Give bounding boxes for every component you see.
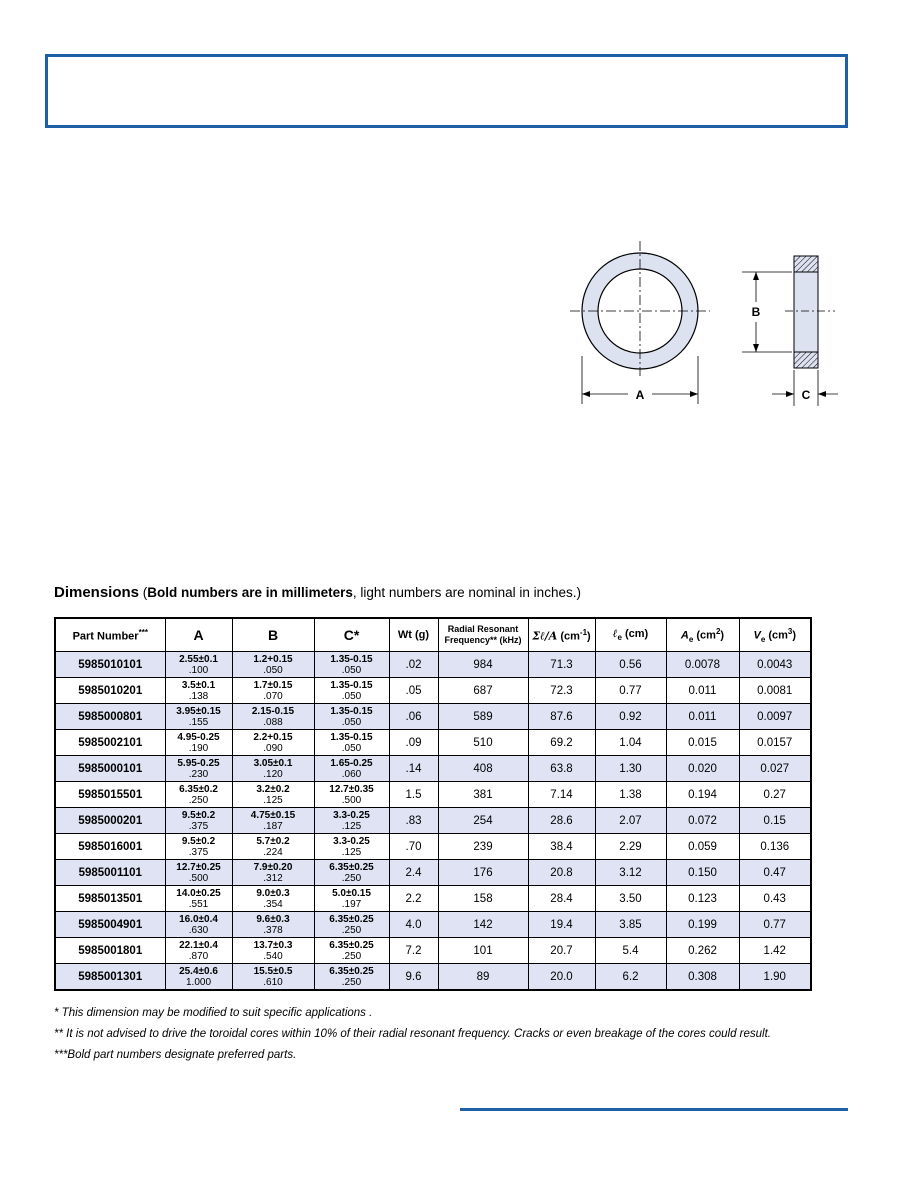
- a-cell: [165, 938, 232, 964]
- value-inches: .540: [263, 950, 283, 962]
- value-mm: 1.35-0.15: [330, 679, 373, 691]
- value-inches: .090: [263, 742, 283, 754]
- ae-cell: 0.262: [666, 938, 739, 964]
- sum-l-over-a-cell: 63.8: [528, 756, 595, 782]
- c-cell: [314, 964, 389, 991]
- value-inches: .375: [188, 820, 209, 832]
- footer-rule: [460, 1108, 848, 1111]
- value-inches: .250: [341, 976, 362, 988]
- value-mm: 14.0±0.25: [176, 887, 221, 899]
- value-mm: 6.35±0.25: [329, 913, 374, 925]
- weight-cell: 9.6: [389, 964, 438, 991]
- toroid-side-section-top: [794, 256, 818, 272]
- part-number-cell: 5985000201: [55, 808, 165, 834]
- ae-cell: 0.059: [666, 834, 739, 860]
- value-mm: 4.95-0.25: [177, 731, 220, 743]
- dimensions-heading: Dimensions (Bold numbers are in millimeters, light numbers are nominal in inches.): [54, 584, 581, 601]
- c-cell: [314, 730, 389, 756]
- value-inches: .250: [341, 950, 362, 962]
- ve-cell: 0.47: [739, 860, 811, 886]
- sum-l-over-a-cell: 20.8: [528, 860, 595, 886]
- b-cell: [232, 730, 314, 756]
- value-mm: 7.9±0.20: [253, 861, 293, 873]
- value-mm: 5.95-0.25: [177, 757, 220, 769]
- value-mm: 12.7±0.35: [329, 783, 374, 795]
- ve-cell: 0.15: [739, 808, 811, 834]
- part-number-cell: 5985000101: [55, 756, 165, 782]
- ve-cell: 0.0043: [739, 652, 811, 678]
- sum-l-over-a-cell: 87.6: [528, 704, 595, 730]
- frequency-cell: 687: [438, 678, 528, 704]
- value-inches: .610: [263, 976, 283, 988]
- value-inches: .250: [188, 794, 209, 806]
- table-row: [55, 652, 811, 678]
- b-cell: [232, 808, 314, 834]
- col-sum-l-over-a: Σℓ/A $(cm^{-1})$: [528, 618, 595, 652]
- part-number-cell: 5985001101: [55, 860, 165, 886]
- le-cell: 1.04: [595, 730, 666, 756]
- value-mm: 2.55±0.1: [179, 653, 218, 665]
- c-cell: [314, 808, 389, 834]
- value-inches: .100: [188, 664, 209, 676]
- footnotes: [54, 1003, 771, 1066]
- value-inches: .551: [188, 898, 209, 910]
- value-mm: 1.35-0.15: [330, 705, 373, 717]
- c-cell: [314, 652, 389, 678]
- weight-cell: 1.5: [389, 782, 438, 808]
- part-number-cell: 5985016001: [55, 834, 165, 860]
- weight-cell: 2.4: [389, 860, 438, 886]
- sum-l-over-a-cell: 72.3: [528, 678, 595, 704]
- value-mm: 15.5±0.5: [253, 965, 293, 977]
- table-row: [55, 834, 811, 860]
- part-number-cell: 5985000801: [55, 704, 165, 730]
- table-row: [55, 938, 811, 964]
- part-number-cell: 5985015501: [55, 782, 165, 808]
- sum-l-over-a-cell: 19.4: [528, 912, 595, 938]
- le-cell: 5.4: [595, 938, 666, 964]
- a-cell: [165, 860, 232, 886]
- value-mm: 5.7±0.2: [256, 835, 290, 847]
- table-row: [55, 912, 811, 938]
- dimension-label-a: A: [635, 388, 645, 402]
- col-part-number: Part Number***: [55, 618, 165, 652]
- ae-cell: 0.199: [666, 912, 739, 938]
- le-cell: 1.30: [595, 756, 666, 782]
- value-inches: .050: [341, 742, 362, 754]
- a-cell: [165, 808, 232, 834]
- frequency-cell: 408: [438, 756, 528, 782]
- b-cell: [232, 652, 314, 678]
- col-le: ℓ$_e$ (cm): [595, 618, 666, 652]
- c-cell: [314, 678, 389, 704]
- table-row: [55, 808, 811, 834]
- value-mm: 6.35±0.25: [329, 939, 374, 951]
- value-mm: 5.0±0.15: [332, 887, 371, 899]
- ve-cell: 0.27: [739, 782, 811, 808]
- table-row: [55, 886, 811, 912]
- value-inches: .870: [188, 950, 209, 962]
- value-inches: .500: [188, 872, 209, 884]
- b-cell: [232, 912, 314, 938]
- frequency-cell: 510: [438, 730, 528, 756]
- weight-cell: .05: [389, 678, 438, 704]
- value-mm: 12.7±0.25: [176, 861, 221, 873]
- value-inches: .088: [263, 716, 283, 728]
- c-cell: [314, 886, 389, 912]
- value-mm: 2.15-0.15: [251, 705, 295, 717]
- value-inches: .354: [263, 898, 283, 910]
- sum-l-over-a-cell: 20.7: [528, 938, 595, 964]
- toroid-side-body: [794, 272, 818, 352]
- value-inches: .190: [188, 742, 209, 754]
- value-inches: .050: [341, 690, 362, 702]
- value-mm: 3.95±0.15: [176, 705, 221, 717]
- value-inches: .050: [263, 664, 283, 676]
- footnote-3: ***Bold part numbers designate preferred parts.: [54, 1049, 297, 1061]
- c-cell: [314, 834, 389, 860]
- ve-cell: 0.77: [739, 912, 811, 938]
- table-row: [55, 756, 811, 782]
- value-mm: 3.2±0.2: [256, 783, 290, 795]
- col-ve: $V_e$ $(cm^3)$: [739, 618, 811, 652]
- value-inches: 1.000: [185, 976, 212, 988]
- part-number-cell: 5985010101: [55, 652, 165, 678]
- value-mm: 6.35±0.2: [179, 783, 218, 795]
- value-mm: 1.2+0.15: [253, 653, 293, 665]
- ve-cell: 1.90: [739, 964, 811, 991]
- dimensions-light-note: , light numbers are nominal in inches.): [352, 585, 581, 600]
- value-mm: 9.6±0.3: [256, 913, 290, 925]
- b-cell: [232, 756, 314, 782]
- ae-cell: 0.194: [666, 782, 739, 808]
- b-cell: [232, 964, 314, 991]
- a-cell: [165, 704, 232, 730]
- col-weight: Wt (g): [389, 618, 438, 652]
- c-cell: [314, 912, 389, 938]
- table-row: [55, 782, 811, 808]
- frequency-cell: 984: [438, 652, 528, 678]
- sum-l-over-a-cell: 20.0: [528, 964, 595, 991]
- frequency-cell: 589: [438, 704, 528, 730]
- part-number-cell: 5985002101: [55, 730, 165, 756]
- weight-cell: 2.2: [389, 886, 438, 912]
- value-mm: 2.2+0.15: [253, 731, 293, 743]
- value-inches: .138: [188, 690, 209, 702]
- b-cell: [232, 938, 314, 964]
- weight-cell: .09: [389, 730, 438, 756]
- ae-cell: 0.015: [666, 730, 739, 756]
- part-number-cell: 5985001301: [55, 964, 165, 991]
- col-ae: $A_e$ $(cm^2)$: [666, 618, 739, 652]
- frequency-cell: 158: [438, 886, 528, 912]
- weight-cell: 7.2: [389, 938, 438, 964]
- b-cell: [232, 782, 314, 808]
- col-a: A: [165, 618, 232, 652]
- ve-cell: 0.43: [739, 886, 811, 912]
- le-cell: 3.50: [595, 886, 666, 912]
- b-cell: [232, 860, 314, 886]
- value-inches: .250: [341, 924, 362, 936]
- sum-l-over-a-cell: 71.3: [528, 652, 595, 678]
- ve-cell: 1.42: [739, 938, 811, 964]
- col-c: C*: [314, 618, 389, 652]
- part-number-cell: 5985004901: [55, 912, 165, 938]
- ve-cell: 0.136: [739, 834, 811, 860]
- value-inches: .312: [263, 872, 283, 884]
- ae-cell: 0.020: [666, 756, 739, 782]
- value-mm: 3.3-0.25: [333, 809, 370, 821]
- value-inches: .050: [341, 664, 362, 676]
- a-cell: [165, 678, 232, 704]
- value-mm: 1.35-0.15: [330, 731, 373, 743]
- value-mm: 3.3-0.25: [333, 835, 370, 847]
- table-row: [55, 860, 811, 886]
- le-cell: 0.56: [595, 652, 666, 678]
- b-cell: [232, 886, 314, 912]
- value-mm: 25.4±0.6: [179, 965, 218, 977]
- a-cell: [165, 652, 232, 678]
- part-number-cell: 5985013501: [55, 886, 165, 912]
- table-row: [55, 964, 811, 991]
- value-mm: 9.5±0.2: [181, 809, 216, 821]
- value-mm: 1.65-0.25: [330, 757, 373, 769]
- weight-cell: .06: [389, 704, 438, 730]
- value-inches: .120: [263, 768, 283, 780]
- sum-l-over-a-cell: 69.2: [528, 730, 595, 756]
- a-cell: [165, 912, 232, 938]
- dimension-label-c: C: [801, 388, 811, 402]
- ae-cell: 0.308: [666, 964, 739, 991]
- value-inches: .070: [263, 690, 283, 702]
- frequency-cell: 176: [438, 860, 528, 886]
- value-inches: .155: [188, 716, 209, 728]
- weight-cell: .14: [389, 756, 438, 782]
- value-inches: .378: [263, 924, 283, 936]
- value-inches: .125: [263, 794, 283, 806]
- le-cell: 3.12: [595, 860, 666, 886]
- value-inches: .197: [341, 898, 362, 910]
- footnote-1: * This dimension may be modified to suit specific applications .: [54, 1007, 373, 1019]
- le-cell: 0.92: [595, 704, 666, 730]
- value-inches: .125: [341, 846, 362, 858]
- value-mm: 3.05±0.1: [253, 757, 293, 769]
- dimensions-bold-note: Bold numbers are in millimeters: [147, 585, 353, 600]
- frequency-cell: 381: [438, 782, 528, 808]
- col-radial-resonant-frequency: Radial Resonant Frequency** (kHz): [438, 618, 528, 652]
- ve-cell: 0.0097: [739, 704, 811, 730]
- value-mm: 4.75±0.15: [250, 809, 296, 821]
- value-inches: .630: [188, 924, 209, 936]
- value-inches: .050: [341, 716, 362, 728]
- le-cell: 0.77: [595, 678, 666, 704]
- col-b: B: [232, 618, 314, 652]
- value-mm: 1.7±0.15: [253, 679, 293, 691]
- part-number-cell: 5985001801: [55, 938, 165, 964]
- le-cell: 6.2: [595, 964, 666, 991]
- value-inches: .230: [188, 768, 209, 780]
- a-cell: [165, 782, 232, 808]
- value-inches: .224: [263, 846, 283, 858]
- sum-l-over-a-cell: 28.4: [528, 886, 595, 912]
- table-row: [55, 704, 811, 730]
- table-row: [55, 678, 811, 704]
- toroid-side-section-bottom: [794, 352, 818, 368]
- le-cell: 2.07: [595, 808, 666, 834]
- value-inches: .500: [341, 794, 362, 806]
- frequency-cell: 239: [438, 834, 528, 860]
- value-mm: 6.35±0.25: [329, 965, 374, 977]
- value-inches: .375: [188, 846, 209, 858]
- frequency-cell: 89: [438, 964, 528, 991]
- b-cell: [232, 704, 314, 730]
- a-cell: [165, 730, 232, 756]
- ae-cell: 0.0078: [666, 652, 739, 678]
- value-inches: .060: [341, 768, 362, 780]
- frequency-cell: 142: [438, 912, 528, 938]
- weight-cell: .83: [389, 808, 438, 834]
- dimensions-title: Dimensions: [54, 584, 140, 601]
- table-body: [55, 652, 811, 991]
- sum-l-over-a-cell: 28.6: [528, 808, 595, 834]
- value-inches: .187: [263, 820, 283, 832]
- footnote-2: ** It is not advised to drive the toroidal cores within 10% of their radial resonant frequency. Cracks or even breakage of the cores could result.: [54, 1028, 771, 1040]
- b-cell: [232, 834, 314, 860]
- a-cell: [165, 834, 232, 860]
- a-cell: [165, 964, 232, 991]
- value-inches: .125: [341, 820, 362, 832]
- value-mm: 13.7±0.3: [253, 939, 293, 951]
- c-cell: [314, 704, 389, 730]
- table-row: [55, 730, 811, 756]
- le-cell: 1.38: [595, 782, 666, 808]
- toroid-dimension-drawing: [560, 236, 850, 416]
- sum-l-over-a-cell: 7.14: [528, 782, 595, 808]
- value-mm: 1.35-0.15: [330, 653, 373, 665]
- c-cell: [314, 782, 389, 808]
- ae-cell: 0.011: [666, 704, 739, 730]
- b-cell: [232, 678, 314, 704]
- header-box: [45, 54, 848, 128]
- weight-cell: .02: [389, 652, 438, 678]
- ve-cell: 0.027: [739, 756, 811, 782]
- ve-cell: 0.0081: [739, 678, 811, 704]
- dimension-label-b: B: [751, 305, 761, 319]
- value-mm: 22.1±0.4: [179, 939, 218, 951]
- ae-cell: 0.123: [666, 886, 739, 912]
- le-cell: 2.29: [595, 834, 666, 860]
- value-inches: .250: [341, 872, 362, 884]
- a-cell: [165, 756, 232, 782]
- value-mm: 6.35±0.25: [329, 861, 374, 873]
- value-mm: 9.0±0.3: [256, 887, 290, 899]
- dimensions-table: [54, 617, 812, 991]
- le-cell: 3.85: [595, 912, 666, 938]
- frequency-cell: 254: [438, 808, 528, 834]
- part-number-cell: 5985010201: [55, 678, 165, 704]
- value-mm: 3.5±0.1: [181, 679, 216, 691]
- c-cell: [314, 860, 389, 886]
- sum-l-over-a-cell: 38.4: [528, 834, 595, 860]
- frequency-cell: 101: [438, 938, 528, 964]
- ae-cell: 0.011: [666, 678, 739, 704]
- ae-cell: 0.150: [666, 860, 739, 886]
- c-cell: [314, 756, 389, 782]
- c-cell: [314, 938, 389, 964]
- value-mm: 9.5±0.2: [181, 835, 216, 847]
- a-cell: [165, 886, 232, 912]
- weight-cell: .70: [389, 834, 438, 860]
- value-mm: 16.0±0.4: [179, 913, 218, 925]
- ae-cell: 0.072: [666, 808, 739, 834]
- table-header-row: [55, 618, 811, 652]
- ve-cell: 0.0157: [739, 730, 811, 756]
- weight-cell: 4.0: [389, 912, 438, 938]
